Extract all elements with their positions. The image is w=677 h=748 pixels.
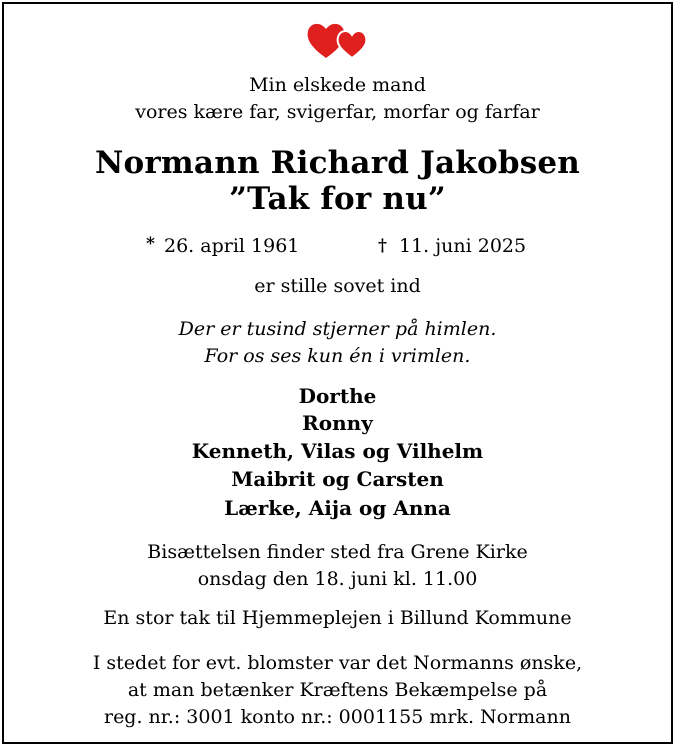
death-date: 11. juni 2025 (399, 235, 527, 257)
motto: ”Tak for nu” (229, 181, 446, 217)
birth-date: 26. april 1961 (164, 235, 300, 257)
death-cross-icon: † (378, 236, 387, 256)
verse-line-2: For os ses kun én i vrimlen. (204, 345, 471, 367)
verse-line-1: Der er tusind stjerner på himlen. (178, 318, 497, 340)
funeral-line-1: Bisættelsen finder sted fra Grene Kirke (147, 541, 528, 563)
donation-line-2: at man betænker Kræftens Bekæmpelse på (127, 679, 548, 701)
birth-star-icon: * (146, 234, 155, 254)
donation-line-3: reg. nr.: 3001 konto nr.: 0001155 mrk. Normann (103, 706, 571, 728)
family-member: Kenneth, Vilas og Vilhelm (191, 439, 484, 463)
dates-row (4, 234, 671, 258)
thanks-text: En stor tak til Hjemmeplejen i Billund Kommune (103, 607, 572, 629)
deceased-name: Normann Richard Jakobsen (94, 145, 581, 181)
family-member: Ronny (302, 411, 373, 435)
funeral-line-2: onsdag den 18. juni kl. 11.00 (197, 568, 478, 590)
intro-line-2: vores kære far, svigerfar, morfar og farfar (135, 101, 540, 123)
family-member: Maibrit og Carsten (231, 467, 444, 491)
donation-line-1: I stedet for evt. blomster var det Normanns ønske, (92, 652, 583, 674)
status-text: er stille sovet ind (254, 275, 421, 297)
intro-line-1: Min elskede mand (249, 74, 426, 96)
family-member: Lærke, Aija og Anna (224, 496, 451, 520)
family-member: Dorthe (298, 384, 377, 408)
two-hearts-icon (304, 18, 376, 62)
obituary-card (2, 2, 673, 744)
